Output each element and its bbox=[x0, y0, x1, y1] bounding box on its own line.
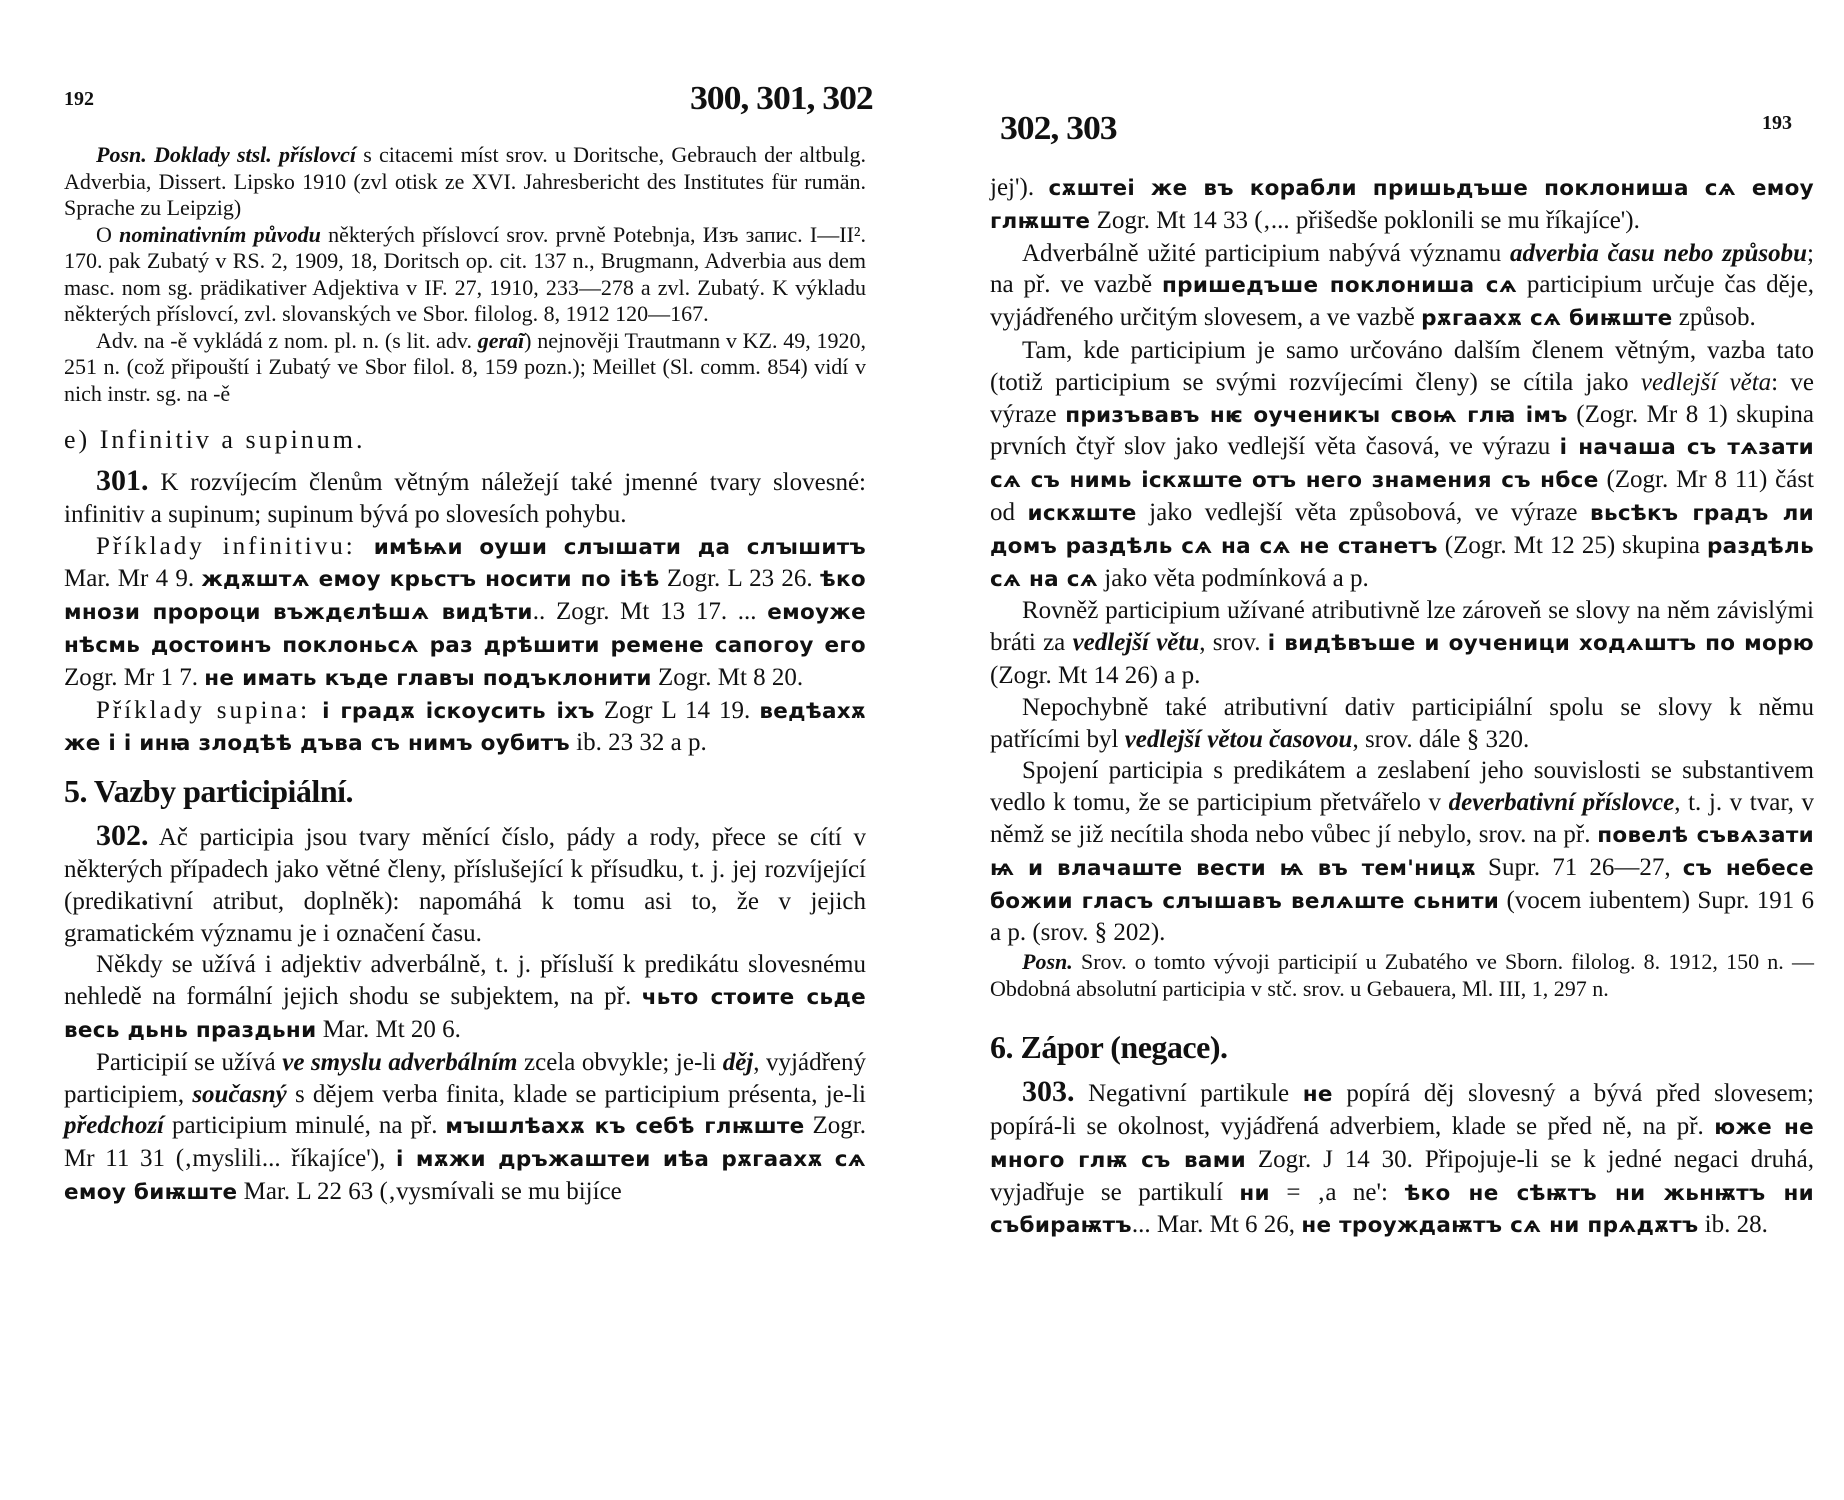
cyrillic-quote: ведѣахѫ же і і инꙗ злодѣѣ дъва съ нимъ оубитъ bbox=[64, 698, 866, 757]
paragraph-text: ; na př. ve vazbě bbox=[990, 239, 1814, 299]
note-text: O bbox=[96, 221, 120, 247]
cyrillic-quote: мꙑшлѣахѫ къ себѣ глѭште bbox=[445, 1114, 805, 1140]
cyrillic-quote: і начаша съ тѧзати сѧ съ нимь іскѫште отъ него знамения съ нбсе bbox=[990, 435, 1814, 494]
citation: Zogr. Mt 8 20. bbox=[651, 663, 804, 691]
cyrillic-quote: вьсѣкъ градъ ли домъ раздѣль сѧ на сѧ не станетъ bbox=[990, 500, 1815, 559]
lead-text: Příklady infinitivu: bbox=[96, 532, 374, 560]
paragraph-text: (Zogr. Mt 12 25) skupina bbox=[1437, 531, 1707, 559]
paragraph-text: jej'). bbox=[990, 174, 1049, 201]
italic-term: předchozí bbox=[64, 1112, 164, 1140]
note-adv bbox=[64, 328, 866, 408]
cyrillic-quote: имѣѩи оуши слꙑшати да слꙑшитъ bbox=[373, 534, 866, 560]
cyrillic-quote: і видѣвъше и оученици ходѧштъ по морю bbox=[1267, 631, 1814, 657]
citation: Supr. 71 26—27, bbox=[1475, 853, 1683, 881]
paragraph-supine-examples bbox=[64, 695, 866, 761]
cyrillic-quote: юже не много глѭ съ вами bbox=[990, 1114, 1814, 1173]
paragraph-adjective bbox=[64, 949, 866, 1046]
paragraph-text: (Zogr. Mr 8 11) část od bbox=[990, 466, 1814, 526]
paragraph-rovnez bbox=[990, 595, 1814, 691]
citation: (vocem iubentem) Supr. 191 6 a p. (srov. § 202). bbox=[990, 886, 1814, 947]
page-number-left: 192 bbox=[64, 88, 94, 110]
paragraph-participle bbox=[64, 1047, 866, 1209]
cyrillic-quote: не имать къде главꙑ подъклонити bbox=[204, 665, 652, 691]
citation: Zogr. Mt 14 33 (‚... přišedše poklonili se mu říkajíce'). bbox=[1090, 206, 1640, 234]
paragraph-text: s dějem verba finita, klade se participium présenta, je-li bbox=[286, 1080, 866, 1108]
paragraph-text: Někdy se užívá i adjektiv adverbálně, t. j. přísluší k predikátu slovesnému nehledě na formální jejich shodu se subjektem, na př. bbox=[64, 951, 866, 1011]
section-heading-5: 5. Vazby participiální. bbox=[64, 773, 353, 810]
citation: ib. 28. bbox=[1698, 1211, 1768, 1239]
paragraph-text: popírá děj slovesný a bývá před slovesem; popírá-li se okolnost, vyjádřená adverbiem, klade se před ně, na př. bbox=[990, 1080, 1814, 1140]
paragraph-text: Negativní partikule bbox=[1074, 1080, 1303, 1108]
cyrillic-quote: сѫштеі же въ корабли пришьдъше поклониша сѧ емоу глѭште bbox=[990, 176, 1814, 234]
lead-text: Příklady supina: bbox=[96, 696, 323, 724]
paragraph-302 bbox=[64, 820, 866, 949]
note-text: Srov. o tomto vývoji participií u Zubatého ve Sborn. filolog. 8. 1912, 150 n. — Obdobná absolutní participia v stč. srov. u Gebauera, Ml. III, 1, 297 n. bbox=[990, 949, 1814, 1001]
paragraph-text: participium určuje čas děje, vyjádřeného určitým slovesem, a ve vazbě bbox=[990, 271, 1814, 332]
cyrillic-quote: рѫгаахѫ сѧ биѭште bbox=[1421, 306, 1673, 332]
italic-term: adverbia času nebo způsobu bbox=[1509, 239, 1808, 267]
page-number-right: 193 bbox=[1762, 112, 1792, 134]
paragraph-text: K rozvíjecím členům větným náležejí také jmenné tvary slovesné: infinitiv a supinum; supinum bývá po slovesích pohybu. bbox=[64, 469, 866, 528]
cyrillic-quote: повелѣ съвѧзати ѩ и влачаште вести ѩ въ тем'ницѫ bbox=[990, 822, 1814, 881]
cyrillic-quote: і градѫ іскоусить іхъ bbox=[322, 698, 595, 724]
paragraph-text: jako vedlejší věta způsobová, ve výraze bbox=[1136, 498, 1591, 526]
paragraph-spojeni bbox=[990, 755, 1814, 949]
paragraph-text: , srov. bbox=[1199, 629, 1268, 657]
citation: Zogr. Mr 11 31 (‚myslili... říkajíce'), bbox=[64, 1112, 866, 1173]
paragraph-text: Nepochybně také atributivní dativ participiální spolu se slovy k němu patřícími byl bbox=[990, 693, 1814, 753]
paragraph-number: 303. bbox=[1022, 1075, 1075, 1109]
citation: Zogr. Mr 1 7. bbox=[64, 663, 205, 691]
paragraph-text: Spojení participia s predikátem a zeslabení jeho souvislosti se substantivem vedlo k tomu, že se participium přetvářelo v bbox=[990, 757, 1814, 817]
paragraph-303 bbox=[990, 1076, 1814, 1242]
note-text: některých příslovcí srov. prvně Potebnja, Изъ запис. I—II². 170. pak Zubatý v RS. 2, 1909, 18, Doritsch op. cit. 137 n., Brugmann, Adverbia aus dem masc. nom sg. prädikativer Adjektiva v IF. 27, 1910, 233—278 a zvl. Zubatý. K výkladu některých příslovcí, zvl. slovanských ve Sbor. filolog. 8, 1912 120—167. bbox=[64, 221, 866, 326]
cyrillic-quote: ѣко мнози пророци въждєлѣшѧ видѣти bbox=[64, 567, 866, 626]
paragraph-text: , srov. dále § 320. bbox=[1352, 725, 1530, 753]
citation: Zogr. L 23 26. bbox=[659, 565, 820, 593]
paragraph-text: (Zogr. Mr 8 1) skupina prvních čtyř slov jako vedlejší věta časová, ve výrazu bbox=[990, 400, 1814, 461]
running-header-left: 300, 301, 302 bbox=[690, 80, 873, 117]
note-posn-right bbox=[990, 949, 1814, 1002]
paragraph-infinitive-examples bbox=[64, 531, 866, 695]
paragraph-text: , t. j. v tvar, v němž se již necítila shoda nebo vůbec jí nebylo, srov. na př. bbox=[990, 789, 1814, 848]
paragraph-text: zcela obvykle; je-li bbox=[517, 1048, 723, 1076]
citation: Mar. Mr 4 9. bbox=[64, 565, 202, 593]
paragraph-text: Participií se užívá bbox=[96, 1048, 283, 1076]
paragraph-text: Tam, kde participium je samo určováno dalším členem větným, vazba tato (totiž participium se svými rozvíjecími členy) se cítila jako bbox=[990, 336, 1814, 396]
italic-term: vedlejší věta bbox=[1640, 368, 1772, 396]
cyrillic-quote: искѫште bbox=[1027, 500, 1137, 526]
cyrillic-quote: емоуже нѣсмь достоинъ поклоньсѧ раз дрѣшити ремене сапогоу его bbox=[64, 600, 866, 658]
italic-term: deverbativní příslovce bbox=[1448, 789, 1675, 817]
section-heading-e: e) Infinitiv a supinum. bbox=[64, 425, 366, 454]
cyrillic-quote: чьто стоите сьде весь дьнь праздьни bbox=[64, 985, 866, 1043]
cyrillic-quote: призъвавъ нѥ оученикꙑ своѩ глꙗ імъ bbox=[1065, 402, 1568, 428]
paragraph-adverbial bbox=[990, 238, 1814, 335]
paragraph-301 bbox=[64, 465, 866, 531]
cyrillic-quote: ѣко не сѣѭтъ ни жьнѭтъ ни събираѭтъ bbox=[990, 1180, 1814, 1239]
paragraph-continuation bbox=[990, 172, 1814, 238]
italic-term: vedlejší větu bbox=[1072, 629, 1200, 657]
cyrillic-quote: не bbox=[1302, 1082, 1333, 1108]
paragraph-number: 301. bbox=[96, 464, 149, 497]
left-column bbox=[64, 142, 866, 1209]
paragraph-text: = ‚a ne': bbox=[1269, 1178, 1405, 1206]
citation: Zogr L 14 19. bbox=[594, 696, 760, 724]
section-heading-6: 6. Zápor (negace). bbox=[990, 1029, 1228, 1066]
cyrillic-quote: і мѫжи дръжаштеи иѣа рѫгаахѫ сѧ емоу биѭште bbox=[64, 1147, 866, 1205]
running-header-right: 302, 303 bbox=[1000, 110, 1117, 147]
italic-term: děj bbox=[722, 1048, 754, 1076]
paragraph-text: Zogr. J 14 30. Připojuje-li se k jedné negaci druhá, vyjadřuje se partikulí bbox=[990, 1145, 1814, 1206]
note-text: s citacemi míst srov. u Doritsche, Gebrauch der altbulg. Adverbia, Dissert. Lipsko 1910 (zvl otisk ze XVI. Jahresbericht des Institutes für rumän. Sprache zu Leipzig) bbox=[64, 142, 867, 220]
paragraph-number: 302. bbox=[96, 819, 149, 853]
cyrillic-quote: съ небесе божии гласъ слꙑшавъ велѧште сьнити bbox=[990, 855, 1814, 914]
citation: Mar. Mt 20 6. bbox=[316, 1015, 461, 1043]
note-label: Posn. bbox=[1022, 949, 1073, 975]
italic-term: ve smyslu adverbálním bbox=[282, 1048, 518, 1076]
citation: ib. 23 32 a p. bbox=[569, 729, 707, 757]
cyrillic-quote: ни bbox=[1239, 1180, 1270, 1206]
cyrillic-quote: раздѣль сѧ на сѧ bbox=[990, 533, 1814, 592]
citation: .. Zogr. Mt 13 17. ... bbox=[532, 598, 768, 626]
italic-term: současný bbox=[192, 1080, 287, 1108]
note-label: Posn. bbox=[96, 142, 147, 167]
paragraph-text: Ač participia jsou tvary měnící číslo, pády a rody, přece se cítí v některých případech jako větné členy, příslušející k přísudku, t. j. jej rozvíjející (predikativní atribut, doplněk): napomáhá k tomu asi to, že v jejich gramatickém významu je i označení času. bbox=[64, 824, 866, 947]
paragraph-text: : ve výraze bbox=[990, 368, 1815, 428]
paragraph-text: participium minulé, na př. bbox=[164, 1112, 446, 1140]
paragraph-text: , vyjádřený participiem, bbox=[64, 1048, 866, 1108]
note-doklady bbox=[64, 142, 866, 222]
paragraph-tam bbox=[990, 335, 1814, 595]
right-page bbox=[922, 0, 1844, 1500]
paragraph-text: způsob. bbox=[1672, 304, 1756, 332]
cyrillic-quote: пришедъше поклониша сѧ bbox=[1161, 273, 1518, 299]
citation: Mar. L 22 63 (‚vysmívali se mu bijíce bbox=[237, 1177, 622, 1205]
right-column bbox=[990, 172, 1814, 1242]
cyrillic-quote: ждѫштѧ емоу крьстъ носити по іѣѣ bbox=[201, 567, 660, 593]
paragraph-text: Adverbálně užité participium nabývá významu bbox=[1022, 239, 1510, 267]
note-italic: geraĩ bbox=[477, 327, 525, 353]
paragraph-text: Rovněž participium užívané atributivně lze zároveň se slovy na něm závislými bráti za bbox=[990, 597, 1814, 657]
note-title: nominativním původu bbox=[119, 221, 321, 247]
paragraph-text: jako věta podmínková a p. bbox=[1098, 564, 1369, 592]
note-text: Adv. na -ě vykládá z nom. pl. n. (s lit. adv. bbox=[96, 327, 478, 353]
citation: ... Mar. Mt 6 26, bbox=[1131, 1211, 1302, 1239]
note-nominativ bbox=[64, 222, 866, 328]
cyrillic-quote: не троуждаѭтъ сѧ ни прѧдѫтъ bbox=[1301, 1213, 1699, 1239]
citation: (Zogr. Mt 14 26) a p. bbox=[990, 661, 1201, 689]
note-title: Doklady stsl. příslovcí bbox=[153, 142, 356, 167]
italic-term: vedlejší větou časovou bbox=[1124, 725, 1353, 753]
note-text: ) nejnověji Trautmann v KZ. 49, 1920, 251 n. (což připouští i Zubatý ve Sbor filol. 8, 159 pozn.); Meillet (Sl. comm. 854) vidí v nich instr. sg. na -ě bbox=[64, 327, 866, 406]
paragraph-nepochybne bbox=[990, 692, 1814, 756]
